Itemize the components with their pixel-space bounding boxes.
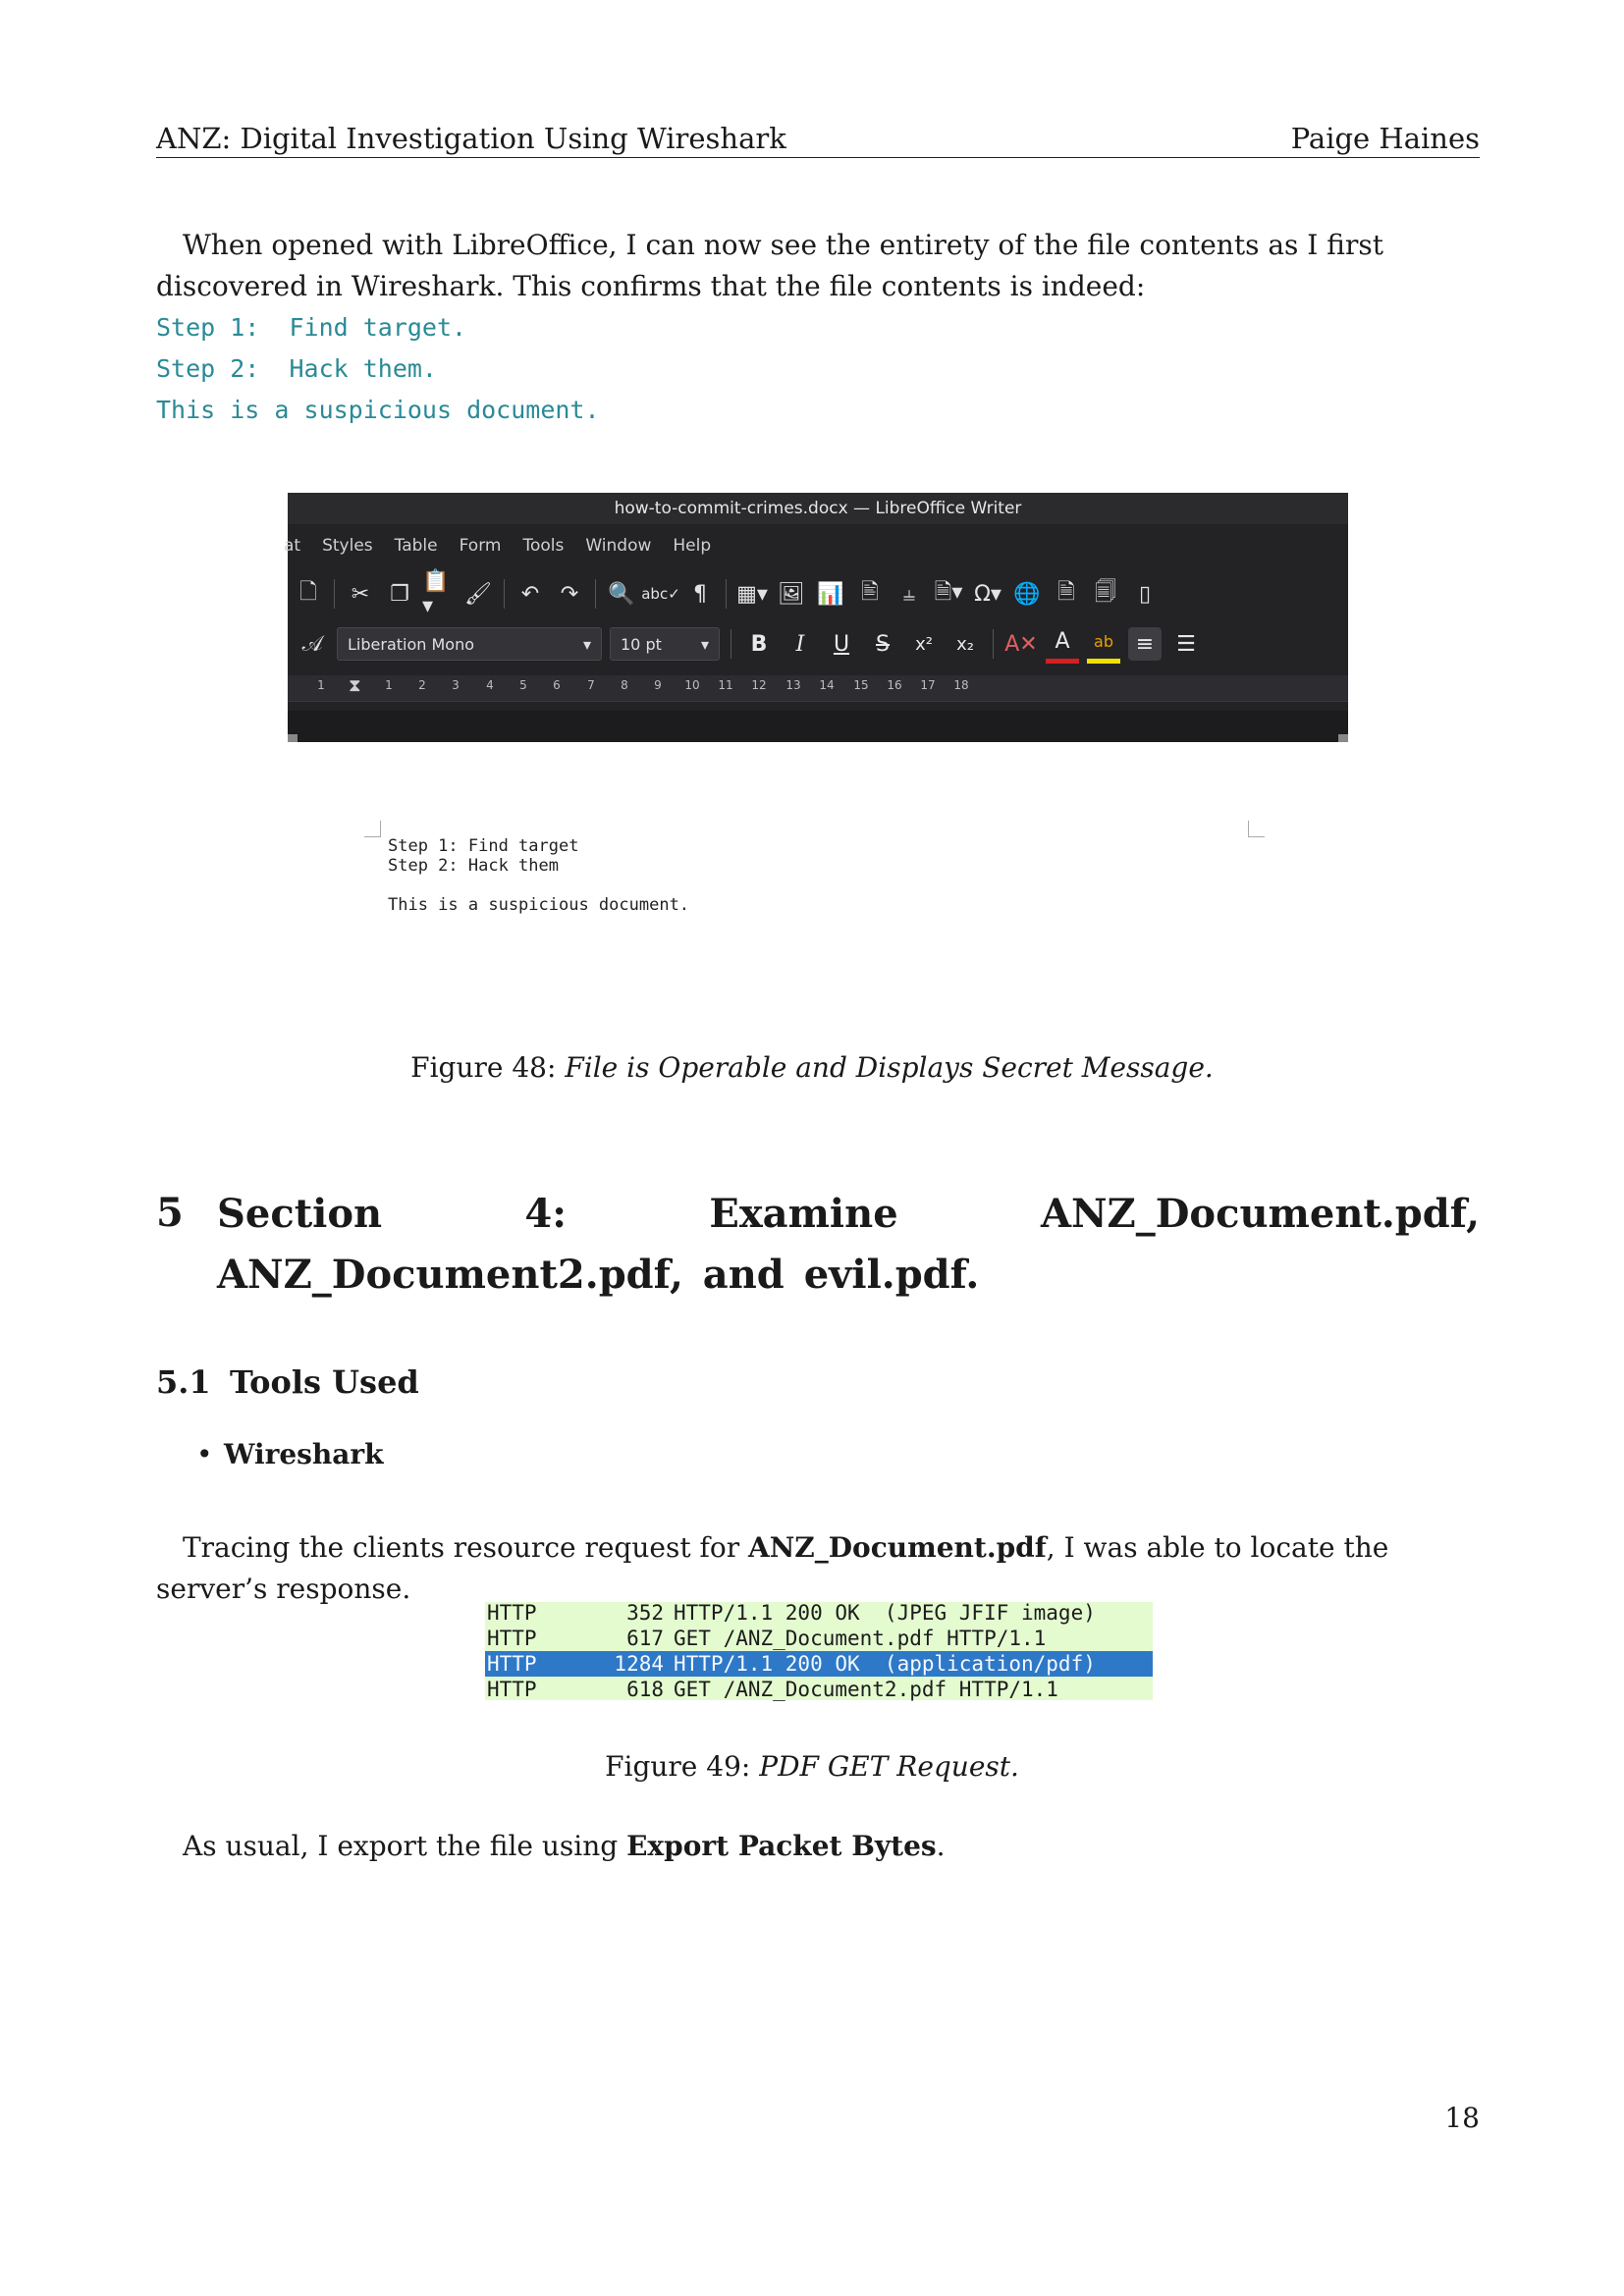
header-rule bbox=[156, 157, 1480, 158]
intro-paragraph: When opened with LibreOffice, I can now see the entirety of the file contents as I first discovered in Wireshark. This confirms that the file contents is indeed: bbox=[156, 229, 1383, 302]
packet-row[interactable] bbox=[485, 1600, 1153, 1626]
packet-length: 1284 bbox=[614, 1652, 664, 1676]
menu-format[interactable]: at bbox=[284, 536, 301, 556]
menu-tools[interactable]: Tools bbox=[522, 536, 565, 556]
code-line-3: This is a suspicious document. bbox=[156, 396, 600, 424]
chevron-down-icon: ▾ bbox=[700, 634, 709, 654]
toolbar-separator bbox=[504, 579, 505, 609]
ruler-number: 11 bbox=[718, 678, 733, 692]
ruler-number: 16 bbox=[887, 678, 902, 692]
ruler-number: 1 bbox=[317, 678, 325, 692]
menu-help[interactable]: Help bbox=[673, 536, 712, 556]
comment-icon[interactable]: ▯ bbox=[1138, 581, 1152, 607]
ruler-number: 13 bbox=[785, 678, 801, 692]
menu-styles[interactable]: Styles bbox=[322, 536, 373, 556]
packet-row[interactable] bbox=[485, 1677, 1153, 1702]
ruler-number: 18 bbox=[953, 678, 969, 692]
font-name-value: Liberation Mono bbox=[348, 634, 474, 654]
packet-protocol: HTTP bbox=[487, 1652, 537, 1676]
insert-table-icon[interactable]: ▦▾ bbox=[736, 581, 768, 607]
menu-form[interactable]: Form bbox=[459, 536, 502, 556]
horizontal-ruler[interactable] bbox=[288, 675, 1348, 702]
code-line-2: Step 2: Hack them. bbox=[156, 354, 437, 383]
toolbar-separator bbox=[334, 579, 335, 609]
figure-48-label: Figure 48: bbox=[410, 1051, 557, 1084]
toolbar-separator bbox=[595, 579, 596, 609]
ruler-number: 2 bbox=[418, 678, 426, 692]
paste-icon[interactable]: 📋▾ bbox=[422, 569, 450, 618]
paragraph-style-icon[interactable]: 𝒜 bbox=[301, 631, 323, 657]
tracing-text-after: , I was able to locate the server’s response. bbox=[156, 1531, 1389, 1605]
packet-info: HTTP/1.1 200 OK (application/pdf) bbox=[674, 1652, 1096, 1676]
ruler-number: 4 bbox=[486, 678, 494, 692]
menu-window[interactable]: Window bbox=[585, 536, 652, 556]
packet-info: GET /ANZ_Document.pdf HTTP/1.1 bbox=[674, 1627, 1047, 1650]
packet-list bbox=[485, 1602, 1153, 1700]
insert-textbox-icon[interactable]: 🖹 bbox=[861, 580, 879, 605]
packet-info: GET /ANZ_Document2.pdf HTTP/1.1 bbox=[674, 1678, 1058, 1701]
spellcheck-icon[interactable]: abc✓ bbox=[641, 585, 680, 603]
endnote-icon[interactable]: 🗐 bbox=[1095, 580, 1116, 605]
page-break-icon[interactable]: ⫨ bbox=[902, 581, 916, 607]
running-header-title: ANZ: Digital Investigation Using Wireshark bbox=[156, 122, 786, 155]
toolbar-separator bbox=[993, 629, 994, 659]
redo-icon[interactable]: ↷ bbox=[560, 581, 579, 607]
running-header-author: Paige Haines bbox=[1290, 122, 1480, 155]
page-corner-mark bbox=[364, 821, 381, 837]
packet-length: 618 bbox=[626, 1678, 664, 1701]
figure-49-caption bbox=[0, 1749, 1624, 1785]
libreoffice-screenshot bbox=[284, 493, 1348, 742]
ruler-number: 7 bbox=[587, 678, 595, 692]
packet-info: HTTP/1.1 200 OK (JPEG JFIF image) bbox=[674, 1601, 1096, 1625]
insert-image-icon[interactable]: 🖼 bbox=[778, 581, 805, 607]
tracing-filename: ANZ_Document.pdf bbox=[747, 1531, 1047, 1564]
find-replace-icon[interactable]: 🔍 bbox=[608, 581, 635, 607]
underline-button[interactable]: U bbox=[833, 631, 850, 657]
figure-48-caption bbox=[0, 1050, 1624, 1086]
section-title: Section 4: Examine ANZ_Document.pdf, ANZ_Document2.pdf, and evil.pdf. bbox=[217, 1191, 1480, 1298]
packet-row[interactable] bbox=[485, 1651, 1153, 1677]
ruler-number: 8 bbox=[621, 678, 628, 692]
bullet-icon: • bbox=[196, 1438, 213, 1470]
insert-chart-icon[interactable]: 📊 bbox=[817, 581, 844, 607]
packet-protocol: HTTP bbox=[487, 1678, 537, 1701]
italic-button[interactable]: I bbox=[795, 631, 805, 657]
font-size-box[interactable] bbox=[610, 627, 720, 661]
code-line-1: Step 1: Find target. bbox=[156, 313, 467, 342]
highlight-color-icon[interactable]: ab bbox=[1087, 625, 1120, 664]
align-center-icon[interactable]: ☰ bbox=[1176, 631, 1196, 657]
font-name-box[interactable] bbox=[337, 627, 602, 661]
ruler-number: 17 bbox=[920, 678, 936, 692]
tool-list-item: Wireshark bbox=[224, 1438, 384, 1470]
clone-formatting-icon[interactable]: 🖌 bbox=[464, 581, 492, 607]
font-color-icon[interactable]: A bbox=[1046, 625, 1079, 664]
insert-field-icon[interactable]: 🗎▾ bbox=[934, 580, 963, 605]
tracing-text-before: Tracing the clients resource request for bbox=[183, 1531, 748, 1564]
ruler-number: 5 bbox=[519, 678, 527, 692]
doc-line-1: Step 1: Find target bbox=[388, 836, 579, 856]
strikethrough-button[interactable]: S bbox=[876, 631, 890, 657]
document-area-top bbox=[288, 711, 1348, 742]
doc-line-3: This is a suspicious document. bbox=[388, 895, 690, 915]
standard-toolbar bbox=[288, 571, 1162, 616]
ruler-number: 9 bbox=[654, 678, 662, 692]
ruler-number: 1 bbox=[385, 678, 393, 692]
clear-formatting-icon[interactable]: A✕ bbox=[1004, 631, 1038, 657]
cut-icon[interactable]: ✂ bbox=[351, 581, 370, 607]
export-text-before: As usual, I export the file using bbox=[183, 1830, 627, 1862]
undo-icon[interactable]: ↶ bbox=[520, 581, 540, 607]
menu-bar bbox=[284, 536, 732, 563]
align-left-icon[interactable]: ≡ bbox=[1128, 627, 1162, 661]
section-number: 5 bbox=[156, 1190, 184, 1236]
formatting-marks-icon[interactable]: ¶ bbox=[693, 581, 707, 607]
page-corner-mark bbox=[1248, 821, 1265, 837]
chevron-down-icon: ▾ bbox=[582, 634, 591, 654]
subsection-number: 5.1 bbox=[156, 1363, 211, 1401]
print-preview-icon[interactable]: 🗋 bbox=[299, 580, 317, 605]
special-character-icon[interactable]: Ω▾ bbox=[974, 581, 1001, 607]
tracing-paragraph bbox=[156, 1527, 1480, 1610]
figure-49-label: Figure 49: bbox=[605, 1750, 751, 1783]
ruler-number: 6 bbox=[553, 678, 561, 692]
font-size-value: 10 pt bbox=[621, 634, 662, 654]
bold-button[interactable]: B bbox=[750, 631, 768, 657]
formatting-toolbar bbox=[288, 622, 1203, 666]
superscript-button[interactable]: x² bbox=[915, 633, 933, 655]
ruler-number: 12 bbox=[751, 678, 767, 692]
packet-row[interactable] bbox=[485, 1626, 1153, 1651]
packet-length: 617 bbox=[626, 1627, 664, 1650]
ruler-number: 14 bbox=[819, 678, 835, 692]
ruler-number: 10 bbox=[684, 678, 700, 692]
packet-protocol: HTTP bbox=[487, 1627, 537, 1650]
libreoffice-document-page bbox=[288, 742, 1348, 997]
ruler-number: 15 bbox=[853, 678, 869, 692]
copy-icon[interactable]: ❐ bbox=[390, 581, 409, 607]
packet-length: 352 bbox=[626, 1601, 664, 1625]
packet-protocol: HTTP bbox=[487, 1601, 537, 1625]
footnote-icon[interactable]: 🗎 bbox=[1057, 580, 1075, 605]
page-number: 18 bbox=[1444, 2102, 1480, 2134]
export-text-after: . bbox=[936, 1830, 946, 1862]
hyperlink-icon[interactable]: 🌐 bbox=[1013, 581, 1041, 607]
menu-table[interactable]: Table bbox=[394, 536, 438, 556]
ruler-number: 3 bbox=[452, 678, 460, 692]
toolbar-separator bbox=[726, 579, 727, 609]
export-action: Export Packet Bytes bbox=[626, 1830, 937, 1862]
subsection-title: Tools Used bbox=[230, 1363, 419, 1401]
export-paragraph bbox=[156, 1826, 1480, 1867]
figure-49-text: PDF GET Request. bbox=[759, 1750, 1019, 1783]
doc-line-2: Step 2: Hack them bbox=[388, 856, 559, 876]
indent-marker-icon[interactable]: ⧗ bbox=[349, 675, 361, 696]
subscript-button[interactable]: x₂ bbox=[956, 633, 974, 655]
window-title: how-to-commit-crimes.docx — LibreOffice Writer bbox=[288, 493, 1348, 524]
figure-48-text: File is Operable and Displays Secret Message. bbox=[565, 1051, 1214, 1084]
